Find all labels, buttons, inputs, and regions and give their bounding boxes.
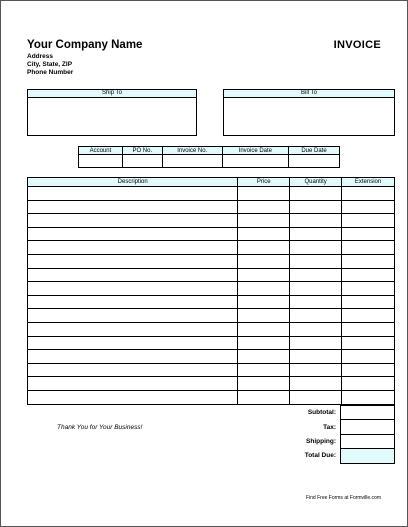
price-cell[interactable] (238, 390, 290, 404)
line-item-row (28, 295, 395, 309)
account-field[interactable] (79, 155, 123, 168)
price-cell[interactable] (238, 200, 290, 214)
description-cell[interactable] (28, 254, 238, 268)
extension-cell[interactable] (342, 377, 395, 391)
ship-to-box[interactable] (27, 89, 197, 136)
quantity-cell[interactable] (290, 282, 342, 296)
bill-to-label: Bill To (224, 90, 394, 98)
extension-cell[interactable] (342, 200, 395, 214)
po-no-field[interactable] (122, 155, 162, 168)
ship-to-label: Ship To (28, 90, 196, 98)
price-cell[interactable] (238, 214, 290, 228)
description-cell[interactable] (28, 390, 238, 404)
header-due-date: Due Date (289, 147, 340, 155)
subtotal-label: Subtotal: (307, 409, 336, 417)
bill-to-box[interactable] (223, 89, 395, 136)
extension-cell[interactable] (342, 363, 395, 377)
extension-cell[interactable] (342, 322, 395, 336)
price-cell[interactable] (238, 295, 290, 309)
quantity-cell[interactable] (290, 254, 342, 268)
quantity-cell[interactable] (290, 336, 342, 350)
description-cell[interactable] (28, 309, 238, 323)
extension-cell[interactable] (342, 390, 395, 404)
quantity-cell[interactable] (290, 200, 342, 214)
quantity-cell[interactable] (290, 390, 342, 404)
line-item-row (28, 350, 395, 364)
extension-cell[interactable] (342, 254, 395, 268)
invoice-title: INVOICE (333, 39, 381, 51)
description-cell[interactable] (28, 295, 238, 309)
header-description: Description (28, 178, 238, 187)
footer-credit: Find Free Forms at Formville.com (305, 495, 381, 501)
line-item-row (28, 377, 395, 391)
extension-cell[interactable] (342, 227, 395, 241)
totals-table (264, 405, 395, 464)
due-date-field[interactable] (289, 155, 340, 168)
price-cell[interactable] (238, 187, 290, 201)
description-cell[interactable] (28, 268, 238, 282)
shipping-field[interactable] (341, 434, 395, 448)
quantity-cell[interactable] (290, 214, 342, 228)
company-address: Address (27, 53, 54, 60)
quantity-cell[interactable] (290, 309, 342, 323)
description-cell[interactable] (28, 227, 238, 241)
extension-cell[interactable] (342, 309, 395, 323)
line-item-row (28, 309, 395, 323)
line-item-row (28, 363, 395, 377)
description-cell[interactable] (28, 322, 238, 336)
extension-cell[interactable] (342, 187, 395, 201)
quantity-cell[interactable] (290, 227, 342, 241)
line-item-row (28, 254, 395, 268)
price-cell[interactable] (238, 227, 290, 241)
price-cell[interactable] (238, 363, 290, 377)
extension-cell[interactable] (342, 336, 395, 350)
line-item-row (28, 282, 395, 296)
header-invoice-date: Invoice Date (222, 147, 288, 155)
line-item-row (28, 227, 395, 241)
tax-label: Tax: (323, 423, 336, 431)
invoice-info-table (78, 146, 340, 168)
subtotal-field[interactable] (341, 406, 395, 420)
line-item-row (28, 390, 395, 404)
line-item-row (28, 322, 395, 336)
description-cell[interactable] (28, 200, 238, 214)
price-cell[interactable] (238, 322, 290, 336)
total-due-label: Total Due: (304, 452, 336, 460)
price-cell[interactable] (238, 282, 290, 296)
description-cell[interactable] (28, 350, 238, 364)
company-phone: Phone Number (27, 69, 74, 76)
extension-cell[interactable] (342, 295, 395, 309)
price-cell[interactable] (238, 377, 290, 391)
extension-cell[interactable] (342, 282, 395, 296)
price-cell[interactable] (238, 268, 290, 282)
description-cell[interactable] (28, 241, 238, 255)
quantity-cell[interactable] (290, 295, 342, 309)
header-quantity: Quantity (290, 178, 342, 187)
price-cell[interactable] (238, 309, 290, 323)
price-cell[interactable] (238, 336, 290, 350)
header-extension: Extension (342, 178, 395, 187)
line-item-row (28, 268, 395, 282)
line-items-table (27, 177, 395, 405)
line-item-row (28, 241, 395, 255)
description-cell[interactable] (28, 282, 238, 296)
thank-you-note: Thank You for Your Business! (57, 424, 143, 431)
company-city: City, State, ZIP (27, 61, 73, 68)
invoice-date-field[interactable] (222, 155, 288, 168)
total-due-field[interactable] (341, 449, 395, 463)
header-po-no: PO No. (122, 147, 162, 155)
description-cell[interactable] (28, 377, 238, 391)
company-name: Your Company Name (27, 39, 143, 51)
extension-cell[interactable] (342, 214, 395, 228)
description-cell[interactable] (28, 214, 238, 228)
invoice-no-field[interactable] (162, 155, 222, 168)
quantity-cell[interactable] (290, 350, 342, 364)
header-price: Price (238, 178, 290, 187)
quantity-cell[interactable] (290, 241, 342, 255)
quantity-cell[interactable] (290, 322, 342, 336)
line-item-row (28, 200, 395, 214)
price-cell[interactable] (238, 254, 290, 268)
line-item-row (28, 187, 395, 201)
line-item-row (28, 336, 395, 350)
extension-cell[interactable] (342, 241, 395, 255)
tax-field[interactable] (341, 420, 395, 434)
description-cell[interactable] (28, 336, 238, 350)
quantity-cell[interactable] (290, 363, 342, 377)
description-cell[interactable] (28, 187, 238, 201)
quantity-cell[interactable] (290, 268, 342, 282)
line-item-row (28, 214, 395, 228)
quantity-cell[interactable] (290, 187, 342, 201)
description-cell[interactable] (28, 363, 238, 377)
shipping-label: Shipping: (306, 437, 336, 445)
quantity-cell[interactable] (290, 377, 342, 391)
extension-cell[interactable] (342, 268, 395, 282)
header-invoice-no: Invoice No. (162, 147, 222, 155)
header-account: Account (79, 147, 123, 155)
extension-cell[interactable] (342, 350, 395, 364)
price-cell[interactable] (238, 241, 290, 255)
price-cell[interactable] (238, 350, 290, 364)
